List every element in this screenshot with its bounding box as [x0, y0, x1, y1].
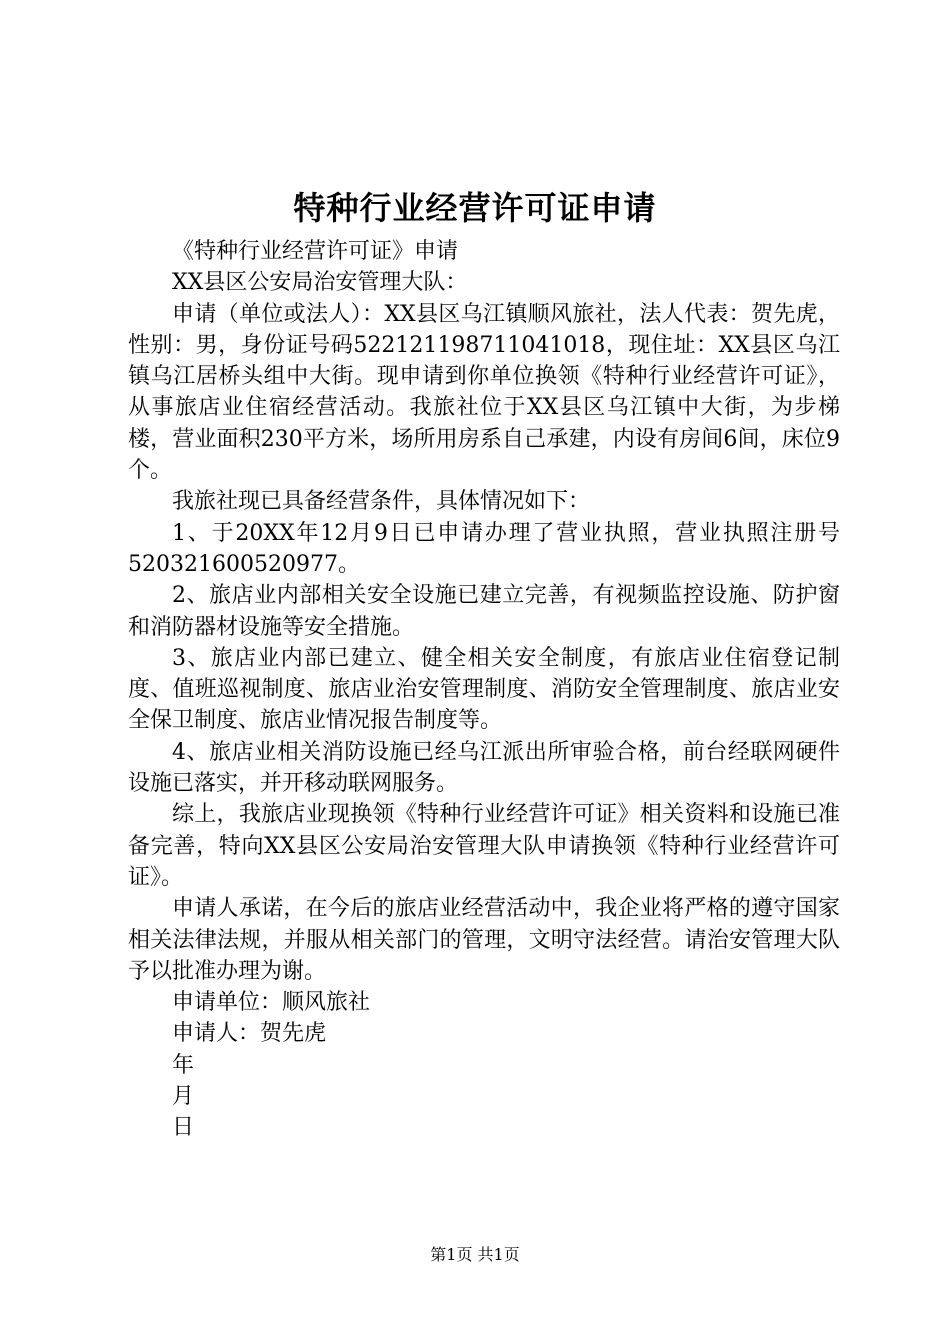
document-body: [128, 236, 840, 1144]
paragraph-commitment: 申请人承诺，在今后的旅店业经营活动中，我企业将严格的遵守国家相关法律法规，并服从相关部门的管理，文明守法经营。请治安管理大队予以批准办理为谢。: [128, 896, 840, 984]
paragraph-item-2: 2、旅店业内部相关安全设施已建立完善，有视频监控设施、防护窗和消防器材设施等安全措施。: [128, 583, 840, 640]
document-title: 特种行业经营许可证申请: [293, 189, 657, 227]
signature-applicant: 申请人：贺先虎: [172, 1021, 327, 1047]
paragraph-item-4: 4、旅店业相关消防设施已经乌江派出所审验合格，前台经联网硬件设施已落实，并开移动联网服务。: [128, 739, 840, 797]
date-day: 日: [172, 1115, 195, 1141]
paragraph-recipient: XX县区公安局治安管理大队：: [172, 270, 468, 296]
date-month: 月: [172, 1084, 195, 1110]
page-footer: 第1页 共1页: [430, 1245, 520, 1264]
signature-unit: 申请单位：顺风旅社: [172, 990, 371, 1016]
paragraph-item-3: 3、旅店业内部已建立、健全相关安全制度，有旅店业住宿登记制度、值班巡视制度、旅店业治安管理制度、消防安全管理制度、旅店业安全保卫制度、旅店业情况报告制度等。: [128, 645, 840, 734]
paragraph-summary: 综上，我旅店业现换领《特种行业经营许可证》相关资料和设施已准备完善，特向XX县区公安局治安管理大队申请换领《特种行业经营许可证》。: [128, 802, 840, 890]
paragraph-conditions-intro: 我旅社现已具备经营条件，具体情况如下：: [172, 489, 591, 515]
paragraph-item-1: 1、于20XX年12月9日已申请办理了营业执照，营业执照注册号520321600520977。: [128, 520, 840, 577]
paragraph-applicant-info: 申请（单位或法人）：XX县区乌江镇顺风旅社，法人代表：贺先虎，性别：男，身份证号码522121198711041018，现住址：XX县区乌江镇乌江居桥头组中大街。现申请到你单位换领《特种行业经营许可证》，从事旅店业住宿经营活动。我旅社位于XX县区乌江镇中大街，为步梯楼，营业面积230平方米，场所用房系自己承建，内设有房间6间，床位9个。: [128, 301, 840, 484]
paragraph-subject: 《特种行业经营许可证》申请: [172, 239, 459, 264]
date-year: 年: [172, 1052, 195, 1078]
